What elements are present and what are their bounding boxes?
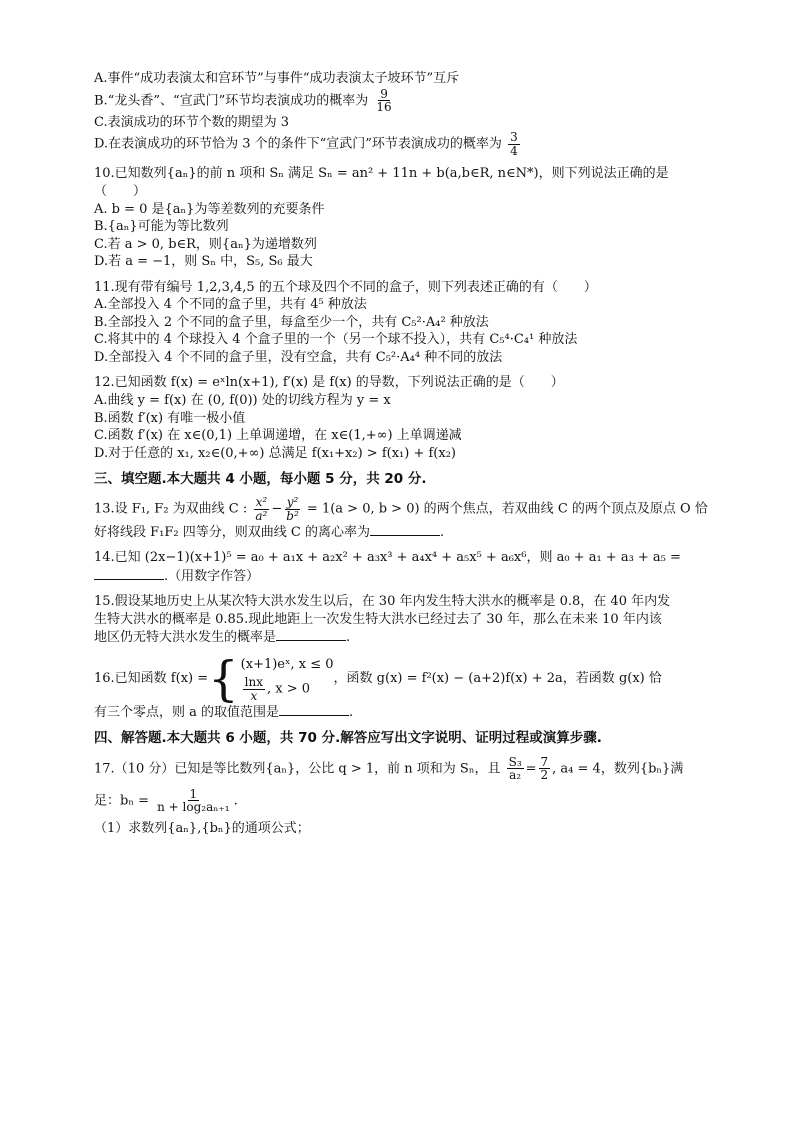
q17-eq: =	[525, 761, 537, 777]
q11-option-d: D.全部投入 4 个不同的盒子里，没有空盒，共有 C₅²·A₄⁴ 种不同的放法	[94, 349, 503, 365]
q16-pre: 16.已知函数 f(x) =	[94, 671, 209, 687]
q17-fraction-bn	[155, 788, 231, 814]
q17-post: , a₄ = 4，数列{bₙ}满	[552, 761, 684, 777]
fraction-denominator: a²	[255, 509, 268, 524]
section-3-heading: 三、填空题.本大题共 4 小题，每小题 5 分，共 20 分.	[94, 471, 427, 488]
section-4-heading: 四、解答题.本大题共 6 小题，共 70 分.解答应写出文字说明、证明过程或演算步骤.	[94, 730, 602, 747]
q10-option-c: C.若 a > 0, b∈R，则{aₙ}为递增数列	[94, 236, 317, 252]
q16-answer-blank[interactable]	[279, 703, 349, 716]
q9-option-b-fraction	[374, 88, 393, 114]
q10-answer-paren: （ ）	[94, 184, 147, 200]
q15-answer-blank[interactable]	[276, 628, 346, 641]
q13-line-2	[94, 523, 714, 542]
fraction-denominator: 4	[510, 143, 518, 158]
q13-answer-blank[interactable]	[370, 523, 440, 536]
q16-end: .	[349, 704, 354, 720]
fraction-denominator: 16	[376, 100, 392, 115]
fraction-denominator: b²	[286, 509, 299, 524]
q9-option-d-fraction	[508, 131, 520, 157]
fraction-numerator: 7	[540, 754, 549, 769]
q9-option-c: C.表演成功的环节个数的期望为 3	[94, 114, 290, 130]
q13-minus: −	[271, 502, 283, 518]
q15-line-1: 15.假设某地历史上从某次特大洪水发生以后，在 30 年内发生特大洪水的概率是 0.8，在 40 年内发	[94, 594, 671, 610]
q17-part-1: （1）求数列{aₙ},{bₙ}的通项公式；	[94, 821, 310, 837]
q17-line-2	[94, 788, 714, 814]
q13-post: = 1(a > 0, b > 0) 的两个焦点，若双曲线 C 的两个顶点及原点 O 恰	[306, 502, 708, 518]
q13-pre: 13.设 F₁, F₂ 为双曲线 C :	[94, 502, 248, 518]
q16-line-2-text: 有三个零点，则 a 的取值范围是	[94, 704, 280, 720]
q16-left-brace: {	[208, 650, 239, 707]
q16-case-2	[241, 676, 334, 702]
q15-line-2: 生特大洪水的概率是 0.85.现此地距上一次发生特大洪水已经过去了 30 年，那么在未来 10 年内该	[94, 611, 662, 627]
q11-option-c: C.将其中的 4 个球投入 4 个盒子里的一个（另一个球不投入），共有 C₅⁴·C₄¹ 种放法	[94, 332, 578, 348]
fraction-denominator: x	[250, 688, 258, 703]
q16-case-2-cond: , x > 0	[267, 681, 311, 697]
q16-case-1: (x+1)eˣ, x ≤ 0	[240, 657, 334, 673]
fraction-numerator: lnx	[244, 675, 264, 690]
q9-option-d-text: D.在表演成功的环节恰为 3 个的条件下“宣武门”环节表演成功的概率为	[94, 136, 502, 152]
q16-cases	[241, 655, 334, 702]
q16-piecewise	[208, 650, 334, 707]
fraction-numerator: 3	[510, 130, 518, 145]
q17-line-1	[94, 756, 714, 782]
q13-line-1	[94, 496, 714, 522]
q12-option-d: D.对于任意的 x₁, x₂∈(0,+∞) 总满足 f(x₁+x₂) > f(x₁) + f(x₂)	[94, 445, 456, 461]
q9-option-a: A.事件“成功表演太和宫环节”与事件“成功表演太子坡环节”互斥	[94, 71, 460, 86]
q17-fraction-s3-a2	[507, 756, 524, 782]
fraction-numerator: S₃	[508, 754, 522, 769]
q13-fraction-y	[284, 496, 301, 522]
q10-option-b: B.{aₙ}可能为等比数列	[94, 219, 229, 235]
q11-option-a: A.全部投入 4 个不同的盒子里，共有 4⁵ 种放法	[94, 297, 367, 313]
q14-answer-blank[interactable]	[94, 567, 164, 580]
q9-option-b	[94, 88, 714, 114]
q10-option-a: A. b = 0 是{aₙ}为等差数列的充要条件	[94, 201, 325, 217]
q17-line-2-pre: 足：bₙ =	[94, 793, 149, 809]
q12-stem: 12.已知函数 f(x) = eˣln(x+1), f′(x) 是 f(x) 的导数，下列说法正确的是（ ）	[94, 375, 564, 391]
q10-option-d: D.若 a = −1，则 Sₙ 中，S₅, S₆ 最大	[94, 254, 313, 270]
q9-option-d	[94, 131, 714, 157]
fraction-numerator: 1	[189, 786, 198, 801]
q13-line-2-text: 好将线段 F₁F₂ 四等分，则双曲线 C 的离心率为	[94, 524, 370, 540]
q14-line-1: 14.已知 (2x−1)(x+1)⁵ = a₀ + a₁x + a₂x² + a₃x³ + a₄x⁴ + a₅x⁵ + a₆x⁶，则 a₀ + a₁ + a₃ + a₅ =	[94, 550, 681, 566]
q15-line-3-text: 地区仍无特大洪水发生的概率是	[94, 630, 277, 646]
fraction-denominator: a₂	[509, 768, 522, 783]
q13-end: .	[439, 524, 445, 540]
q14-line-2-text: .（用数字作答）	[164, 568, 260, 584]
q16-line-1	[94, 650, 714, 707]
exam-page	[94, 70, 714, 838]
fraction-numerator: 9	[380, 86, 388, 101]
q15-end: .	[346, 630, 351, 646]
fraction-denominator: 2	[540, 768, 549, 783]
q16-post: ，函数 g(x) = f²(x) − (a+2)f(x) + 2a，若函数 g(x) 恰	[333, 671, 662, 687]
q11-stem: 11.现有带有编号 1,2,3,4,5 的五个球及四个不同的盒子，则下列表述正确的有（ ）	[94, 279, 597, 295]
q14-line-2	[94, 567, 714, 586]
fraction-numerator: y²	[286, 495, 299, 510]
q12-option-b: B.函数 f′(x) 有唯一极小值	[94, 410, 246, 426]
fraction-denominator: n + log₂aₙ₊₁	[157, 800, 230, 815]
q12-option-a: A.曲线 y = f(x) 在 (0, f(0)) 处的切线方程为 y = x	[94, 393, 391, 409]
q12-option-c: C.函数 f′(x) 在 x∈(0,1) 上单调递增，在 x∈(1,+∞) 上单调递减	[94, 428, 462, 444]
q17-pre: 17.（10 分）已知是等比数列{aₙ}，公比 q > 1，前 n 项和为 Sₙ，且	[94, 761, 501, 777]
q9-option-b-text: B.“龙头香”、“宣武门”环节均表演成功的概率为	[94, 93, 369, 109]
q10-stem: 10.已知数列{aₙ}的前 n 项和 Sₙ 满足 Sₙ = an² + 11n + b(a,b∈R, n∈N*)，则下列说法正确的是	[94, 166, 669, 182]
q16-line-2	[94, 703, 714, 722]
q17-fraction-7-2	[539, 756, 551, 782]
q17-line-2-end: .	[233, 793, 238, 809]
q13-fraction-x	[253, 496, 269, 522]
q11-option-b: B.全部投入 2 个不同的盒子里，每盒至少一个，共有 C₅²·A₄² 种放法	[94, 314, 489, 330]
q15-line-3	[94, 628, 714, 647]
q16-case-2-fraction	[243, 676, 265, 702]
fraction-numerator: x²	[255, 495, 268, 510]
